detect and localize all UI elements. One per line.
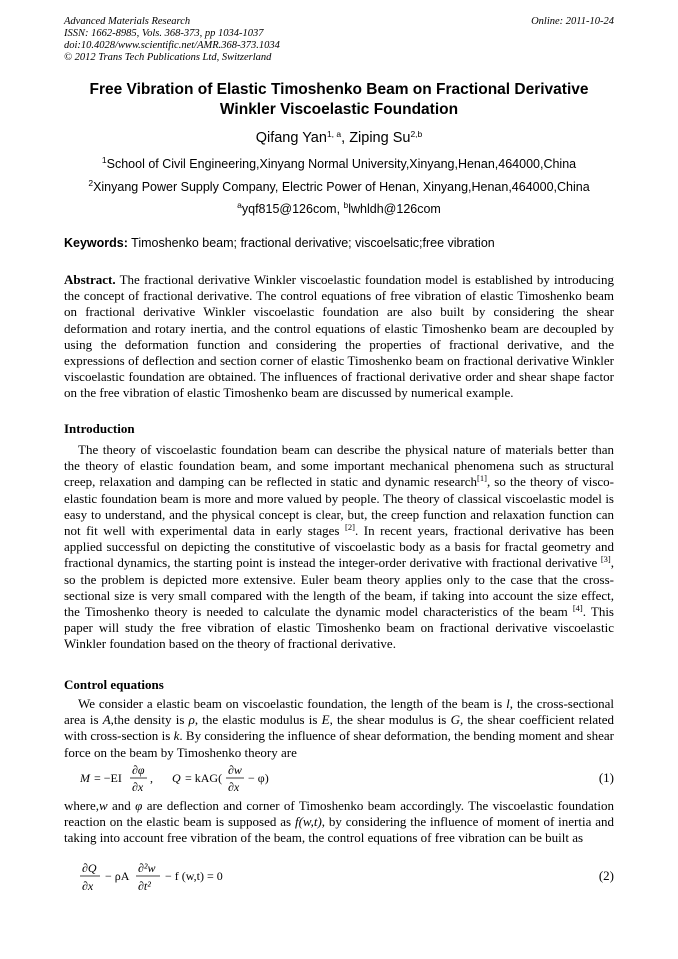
ctrl-text-1f: the shear coefficient related with cross-section is [64, 712, 615, 744]
equation-1-graphic [80, 762, 540, 796]
aff1-sup: 1 [101, 155, 107, 165]
control-equations-heading: Control equations [64, 677, 164, 692]
ctrl-text-2b: and [107, 798, 136, 813]
eq2-dQ: ∂Q [82, 861, 97, 875]
abstract-text: The fractional derivative Winkler viscoelastic foundation model is established by introducing the concept of fractional derivative. The control equations of free vibration of elastic Timoshenko beam on fractional derivative Winkler viscoelastic foundation are also built by considering the shear deformation and rotary inertia, and the control equations of elastic Timoshenko beam are decoupled by using the deformation function and considering the properties of fractional derivative, and the expressions of deflection and section corner of elastic Timoshenko beam on fractional derivative Winkler viscoelastic foundation are obtained. The influences of fractional derivative order and shear shape factor on the free vibration of elastic Timoshenko beam are discussed by numerical example. [64, 272, 614, 401]
intro-text-4: , so the problem is depicted more extensive. Euler beam theory applies only to the case that the cross- sectional size is very small compared with the length of the beam, if taking into account the size effect, the Timoshenko theory is needed to calculate the dynamic model characteristics of the beam [64, 555, 614, 620]
citation-2[interactable]: [2] [345, 522, 355, 533]
eq2-dt2: ∂t² [138, 879, 151, 893]
var-f-args: (w,t) [298, 814, 322, 830]
eq1-dphi: ∂φ [132, 763, 145, 777]
ctrl-text-1d: , the elastic modulus is [194, 712, 322, 728]
eq2-minus-rhoA: − ρA [102, 869, 130, 883]
email-b-sup: b [343, 200, 349, 210]
aff2-sup: 2 [88, 178, 94, 188]
control-paragraph-1 [64, 696, 614, 761]
keywords-label: Keywords: [64, 236, 128, 250]
equation-1-number: (1) [598, 770, 614, 785]
journal-name: Advanced Materials Research [64, 16, 191, 27]
intro-text-2: , so the theory of visco- elastic foundation beam is more and more valued by people. The theory of classical viscoelastic model is easy to understand, and the physical concept is clear, but, the creep function and relaxation function can not fit well with experimental data in early stages [64, 474, 614, 539]
author-2: Ziping Su [349, 130, 411, 146]
introduction-body [64, 442, 614, 653]
eq1-eq-EI: = −EI [91, 771, 125, 785]
ctrl-text-2c: are deflection and corner of Timoshenko beam accordingly. The viscoelastic foundation reaction on the elastic beam is supposed as [64, 798, 614, 830]
doi: doi:10.4028/www.scientific.net/AMR.368-373.1034 [64, 40, 280, 51]
ctrl-text-1b: , the cross-sectional area is [64, 696, 614, 728]
eq1-M: M [80, 771, 90, 785]
abstract-label: Abstract. [64, 272, 116, 287]
ctrl-text-1a: We consider a elastic beam on viscoelastic foundation, the length of the beam is [78, 696, 507, 711]
intro-text-5: . This paper will study the free vibration of elastic Timoshenko beam on fractional derivative viscoelastic Winkler foundation based on the theory of fractional derivative. [64, 604, 614, 652]
title-line-1: Free Vibration of Elastic Timoshenko Beam on Fractional Derivative [89, 81, 589, 98]
equation-2 [80, 860, 614, 896]
author-1-sup: 1, a [326, 129, 342, 139]
keywords [64, 236, 624, 250]
keywords-text: Timoshenko beam; fractional derivative; viscoelsatic;free vibration [127, 236, 495, 250]
paper-title [40, 80, 638, 120]
eq2-d2w: ∂²w [138, 861, 156, 875]
var-w: w [99, 798, 108, 813]
abstract [64, 272, 614, 402]
equation-2-graphic [80, 860, 380, 896]
ctrl-text-1g: . By considering the influence of shear deformation, the bending moment and shear force on the beam by Timoshenko theory are [64, 728, 614, 760]
var-rho: ρ [188, 712, 195, 728]
eq1-kAG: = kAG( [182, 771, 223, 785]
equation-2-number: (2) [598, 868, 614, 883]
var-G: G, [450, 712, 464, 728]
var-l: l [506, 696, 510, 711]
var-f: f [294, 814, 299, 830]
title-line-2: Winkler Viscoelastic Foundation [219, 101, 459, 118]
eq1-comma: , [150, 771, 153, 785]
eq1-Q: Q [172, 771, 181, 785]
intro-text-1: The theory of viscoelastic foundation beam can describe the physical nature of materials better than the theory of elastic foundation beam, and some important mechanical phenomena such as structural creep, relaxation and damping can be reflected in static and dynamic research [64, 442, 614, 490]
ctrl-text-2a: where, [64, 798, 100, 813]
aff1-text: School of Civil Engineering,Xinyang Normal University,Xinyang,Henan,464000,China [106, 157, 577, 171]
eq1-dx2: ∂x [228, 780, 240, 794]
introduction-heading: Introduction [64, 421, 135, 436]
online-date: Online: 2011-10-24 [531, 16, 614, 27]
ctrl-text-2d: , by considering the influence of moment of inertia and taking into account free vibration of the beam, the control equations of free vibration can be built as [64, 814, 614, 846]
ctrl-text-1c: ,the density is [110, 712, 189, 728]
citation-1[interactable]: [1] [477, 473, 487, 484]
control-paragraph-2 [64, 798, 614, 847]
citation-3[interactable]: [3] [600, 554, 611, 565]
author-list [40, 130, 638, 146]
var-phi: φ [135, 798, 143, 813]
eq1-dx: ∂x [132, 780, 144, 794]
eq1-minus-phi: − φ) [245, 771, 269, 785]
issn: ISSN: 1662-8985, Vols. 368-373, pp 1034-1037 [64, 28, 264, 39]
equation-1 [80, 762, 614, 796]
eq2-rest: − f (w,t) = 0 [162, 869, 223, 883]
ctrl-text-1e: , the shear modulus is [329, 712, 451, 728]
intro-text-3: . In recent years, fractional derivative has been applied successful on depicting the constitutive of viscoelastic body as a basis for fractal geometry and fractional dynamics, the starting point is instead the integer-order derivative with fractional derivative [64, 523, 614, 571]
aff2-text: Xinyang Power Supply Company, Electric Power of Henan, Xinyang,Henan,464000,China [93, 180, 590, 194]
email-a-sup: a [237, 200, 242, 210]
var-A: A [102, 712, 111, 728]
author-emails [40, 202, 638, 216]
citation-4[interactable]: [4] [572, 603, 583, 614]
author-sep: , [341, 130, 350, 146]
eq2-dx: ∂x [82, 879, 94, 893]
var-k: k [173, 728, 180, 744]
author-2-sup: 2,b [410, 129, 423, 139]
var-E: E [321, 712, 330, 728]
eq1-dw: ∂w [228, 763, 242, 777]
author-1: Qifang Yan [255, 130, 327, 146]
email-a[interactable]: yqf815@126com, [241, 202, 344, 216]
running-header [64, 16, 280, 64]
email-b[interactable]: lwhldh@126com [348, 202, 441, 216]
copyright: © 2012 Trans Tech Publications Ltd, Switzerland [64, 52, 272, 63]
affiliation-1 [40, 157, 638, 171]
affiliation-2 [40, 180, 638, 194]
